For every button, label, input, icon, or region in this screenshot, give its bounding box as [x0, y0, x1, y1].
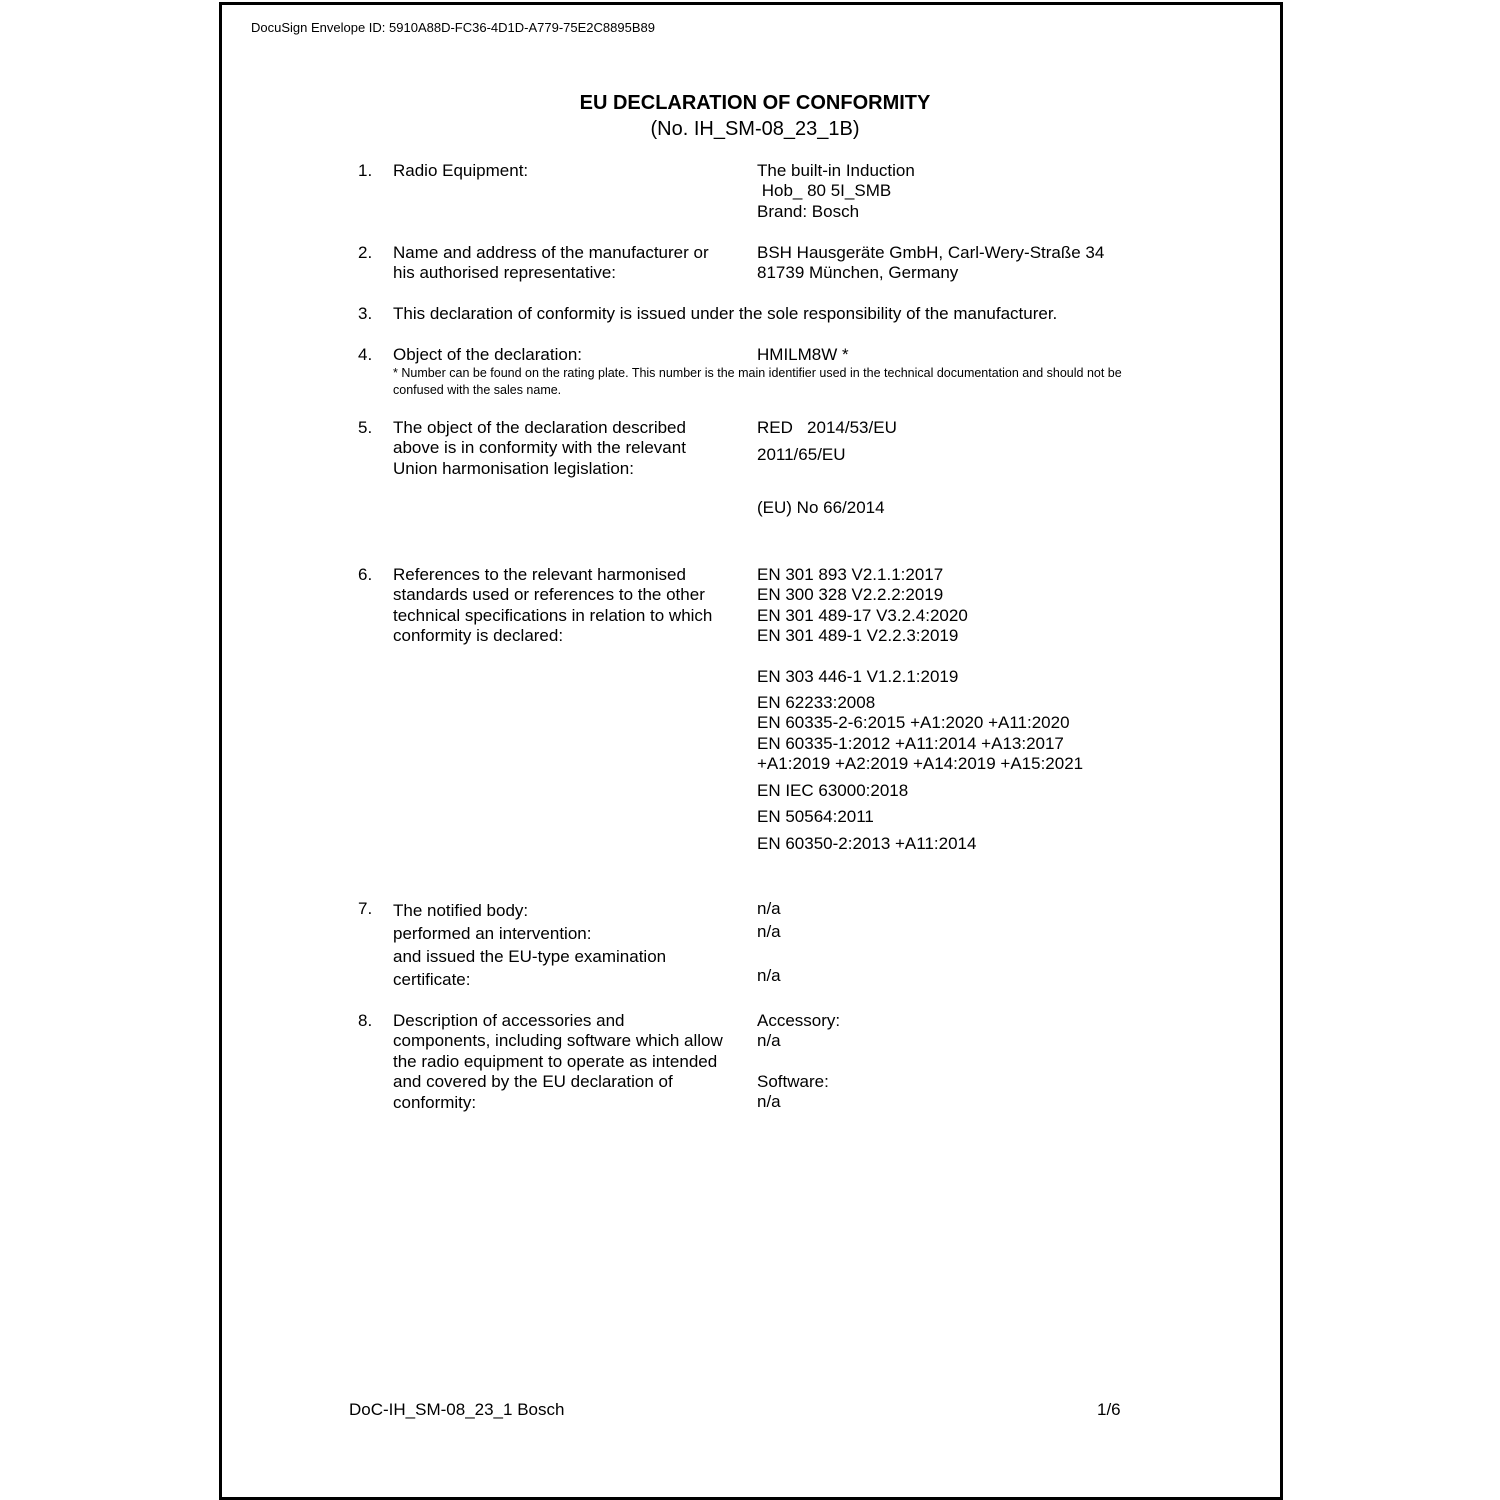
item-2-label: Name and address of the manufacturer or his authorised representative: — [393, 243, 709, 283]
item-6-standard-rohs: EN IEC 63000:2018 — [757, 781, 909, 800]
item-1-value: The built-in Induction Hob_ 80 5I_SMB Brand: Bosch — [757, 161, 915, 221]
docusign-envelope-id: DocuSign Envelope ID: 5910A88D-FC36-4D1D-A779-75E2C8895B89 — [251, 20, 655, 35]
item-4-value: HMILM8W * — [757, 345, 849, 364]
footer-page-number: 1/6 — [1097, 1400, 1121, 1419]
item-7-label-1: The notified body: — [393, 901, 529, 920]
item-6-standard-standby: EN 50564:2011 — [757, 807, 874, 826]
footer-doc-reference: DoC-IH_SM-08_23_1 Bosch — [349, 1400, 565, 1419]
document-page — [219, 2, 1283, 1500]
item-1-label: Radio Equipment: — [393, 161, 529, 180]
item-5-label: The object of the declaration described above is in conformity with the relevant Union harmonisation legislation: — [393, 418, 686, 478]
item-7-number: 7. — [358, 899, 373, 918]
item-1-number: 1. — [358, 161, 373, 180]
item-6-standards-radio: EN 301 893 V2.1.1:2017 EN 300 328 V2.2.2:2019 EN 301 489-17 V3.2.4:2020 EN 301 489-1 V2.2.3:2019 — [757, 565, 968, 646]
item-5-value-ecodesign: (EU) No 66/2014 — [757, 498, 885, 517]
item-4-label: Object of the declaration: — [393, 345, 583, 364]
item-4-footnote: * Number can be found on the rating plate. This number is the main identifier used in the technical documentation and should not be confused with the sales name. — [393, 366, 1122, 397]
document-title: EU DECLARATION OF CONFORMITY — [579, 92, 931, 114]
item-6-standard-emf: EN 303 446-1 V1.2.1:2019 — [757, 667, 959, 686]
item-7-value-3: n/a — [757, 966, 781, 985]
item-6-standard-performance: EN 60350-2:2013 +A11:2014 — [757, 834, 977, 853]
document-number: (No. IH_SM-08_23_1B) — [650, 118, 860, 140]
item-3-text: This declaration of conformity is issued under the sole responsibility of the manufacturer. — [393, 304, 1058, 323]
item-8-number: 8. — [358, 1011, 373, 1030]
item-8-accessory: Accessory: n/a — [757, 1011, 841, 1051]
item-5-value-red: RED 2014/53/EU — [757, 418, 897, 437]
item-6-standards-safety: EN 62233:2008 EN 60335-2-6:2015 +A1:2020 +A11:2020 EN 60335-1:2012 +A11:2014 +A13:2017 +A1:2019 +A2:2019 +A14:2019 +A15:2021 — [757, 693, 1084, 774]
item-7-label-2: performed an intervention: — [393, 924, 592, 943]
item-5-number: 5. — [358, 418, 373, 437]
item-3-number: 3. — [358, 304, 373, 323]
item-8-software: Software: n/a — [757, 1072, 829, 1112]
item-7-label-4: certificate: — [393, 970, 471, 989]
item-6-label: References to the relevant harmonised standards used or references to the other technical specifications in relation to which conformity is declared: — [393, 565, 713, 646]
item-7-label-3: and issued the EU-type examination — [393, 947, 667, 966]
item-5-value-rohs: 2011/65/EU — [757, 445, 846, 464]
item-7-value-1: n/a — [757, 899, 781, 918]
item-7-value-2: n/a — [757, 922, 781, 941]
item-2-value: BSH Hausgeräte GmbH, Carl-Wery-Straße 34 81739 München, Germany — [757, 243, 1105, 283]
item-6-number: 6. — [358, 565, 373, 584]
item-2-number: 2. — [358, 243, 373, 262]
item-8-label: Description of accessories and components, including software which allow the radio equipment to operate as intended and covered by the EU declaration of conformity: — [393, 1011, 723, 1112]
item-4-number: 4. — [358, 345, 373, 364]
